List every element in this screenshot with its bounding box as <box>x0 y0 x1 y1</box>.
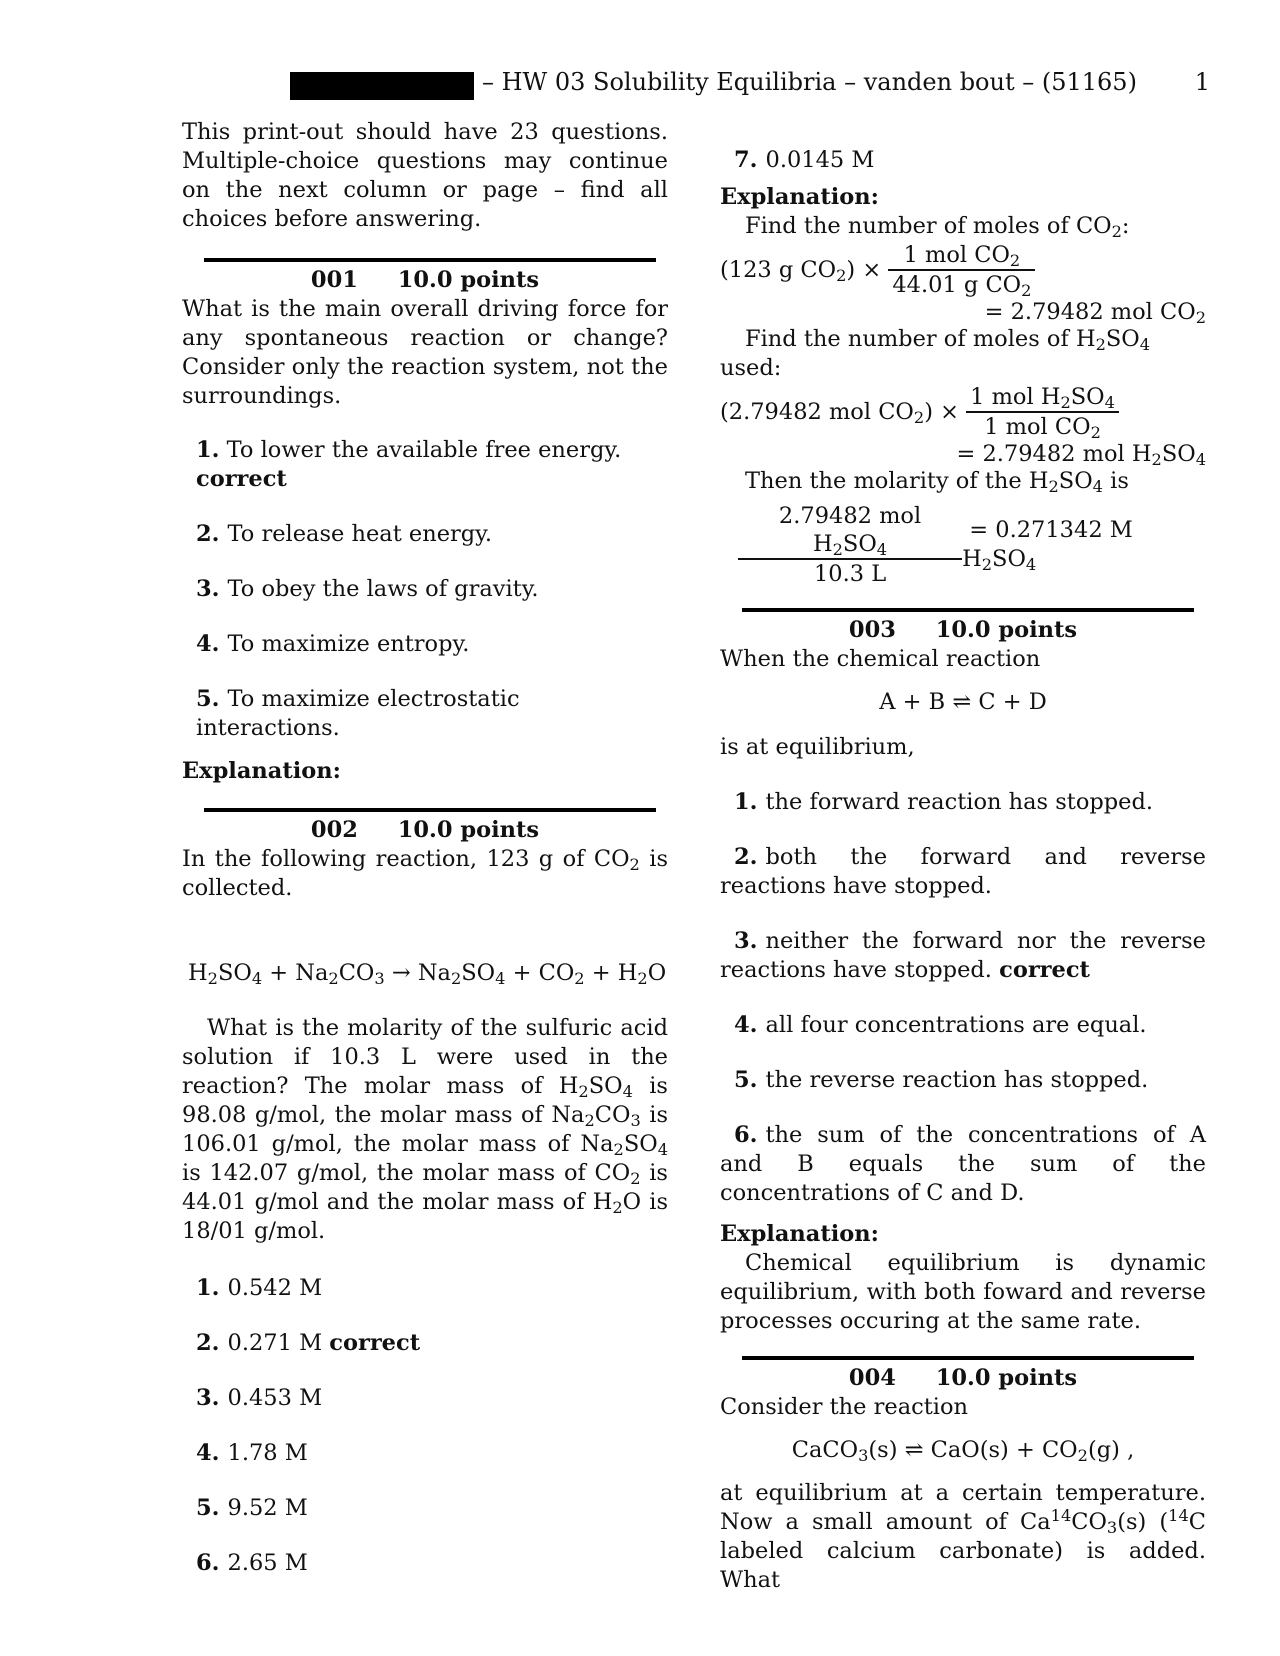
explanation-step: Find the number of moles of $CO_2$: <box>745 213 1130 242</box>
right-column <box>720 146 1206 1595</box>
choice-text: both the forward and reverse reactions have stopped. <box>720 844 1206 899</box>
answer-choice[interactable] <box>182 685 668 743</box>
answer-choice[interactable] <box>182 630 668 659</box>
choice-number: 2. <box>196 521 220 547</box>
question-text-continued: at equilibrium at a certain temperature. Now a small amount of $Ca^{14}CO_3(s)$ ($^{14}$C labeled calcium carbonate) is added. What <box>720 1480 1206 1593</box>
choice-number: 1. <box>196 1275 220 1301</box>
question-number: 003 <box>848 617 896 643</box>
answer-choice[interactable] <box>720 927 1206 985</box>
reaction-equation: $H_2SO_4 + Na_2CO_3 \to Na_2SO_4 + CO_2 + H_2O$ <box>188 960 667 989</box>
choice-text: To lower the available free energy. <box>226 437 622 463</box>
choice-number: 1. <box>734 789 758 815</box>
choice-number: 5. <box>196 1495 220 1521</box>
choice-text: 0.542 M <box>227 1275 323 1301</box>
question-header-004 <box>720 1364 1206 1393</box>
choice-text: To maximize electrostatic interactions. <box>196 686 520 741</box>
choice-text: 0.0145 M <box>765 147 875 173</box>
question-text: In the following reaction, 123 g of $CO_2$ is collected. <box>182 846 668 901</box>
choice-text: To release heat energy. <box>227 521 493 547</box>
reaction-equation: A + B ⇌ C + D <box>879 689 1047 715</box>
answer-choice[interactable] <box>182 520 668 549</box>
answer-choice[interactable] <box>182 1274 668 1303</box>
text-part: = 2.79482 mol H <box>956 441 1152 467</box>
question-header-002 <box>182 816 668 845</box>
calc-step-1: (123 g $CO_2$) × $\frac{1 mol CO_2}{44.01 g CO_2}$ <box>720 241 1206 299</box>
choice-number: 1. <box>196 437 220 463</box>
reaction-equation: CaCO$_3$(s) ⇌ $CaO(s) + CO_2(g)$ , <box>791 1437 1135 1466</box>
choice-text: the reverse reaction has stopped. <box>765 1067 1149 1093</box>
explanation-label: Explanation: <box>720 184 879 210</box>
calc-step-3: $\frac{2.79482 mol H_2SO_4}{10.3 L}$ = 0.271342 M $H_2SO_4$ <box>720 502 1206 588</box>
choice-text: To maximize entropy. <box>227 631 470 657</box>
choice-number: 3. <box>196 576 220 602</box>
correct-mark: correct <box>999 957 1090 983</box>
question-header-003 <box>720 616 1206 645</box>
page-number: 1 <box>1194 68 1210 96</box>
explanation-step: Then the molarity of the $H_2SO_4$ is <box>745 468 1129 497</box>
question-divider <box>204 258 656 262</box>
choice-number: 3. <box>734 928 758 954</box>
choice-number: 4. <box>196 631 220 657</box>
explanation-label: Explanation: <box>720 1221 879 1247</box>
choice-number: 6. <box>196 1550 220 1576</box>
answer-choice[interactable] <box>720 146 1206 175</box>
question-divider <box>204 808 656 812</box>
choice-text: 1.78 M <box>227 1440 308 1466</box>
question-divider <box>742 608 1194 612</box>
calc-result-1: = 2.79482 mol $CO_2$ <box>984 299 1206 328</box>
question-number: 002 <box>310 817 358 843</box>
answer-choice[interactable] <box>182 1494 668 1523</box>
question-points: 10.0 points <box>397 817 540 843</box>
choice-text: the forward reaction has stopped. <box>765 789 1154 815</box>
header-title: – HW 03 Solubility Equilibria – vanden bout – (51165) <box>482 68 1137 96</box>
question-text: is at equilibrium, <box>720 734 915 760</box>
answer-choice[interactable] <box>182 1549 668 1578</box>
explanation-label: Explanation: <box>182 758 341 784</box>
question-text: Consider the reaction <box>720 1394 968 1420</box>
question-number: 004 <box>848 1365 896 1391</box>
text-part: What <box>720 1567 781 1593</box>
question-header-001 <box>182 266 668 295</box>
calc-result-2: = 2.79482 mol $H_2SO_4$ <box>956 441 1206 470</box>
question-points: 10.0 points <box>935 1365 1078 1391</box>
text-part: Then the molarity of the H <box>745 468 1049 494</box>
text-part: In the following reaction, 123 g of CO <box>182 846 630 872</box>
choice-text: all four concentrations are equal. <box>765 1012 1147 1038</box>
choice-number: 5. <box>734 1067 758 1093</box>
explanation-text: Chemical equilibrium is dynamic equilibrium, with both foward and reverse processes occuring at the same rate. <box>720 1250 1206 1334</box>
correct-mark: correct <box>196 466 287 492</box>
intro-text: This print-out should have 23 questions. Multiple-choice questions may continue on the next column or page – find all choices before answering. <box>182 119 668 232</box>
answer-choice[interactable] <box>182 1329 668 1358</box>
choice-number: 2. <box>734 844 758 870</box>
text-part: is collected. <box>182 846 668 901</box>
redacted-name-block <box>290 72 474 100</box>
choice-number: 2. <box>196 1330 220 1356</box>
choice-number: 5. <box>196 686 220 712</box>
text-part: Find the number of moles of H <box>745 326 1096 352</box>
text-part: = 0.271342 M H <box>962 517 1133 572</box>
choice-text: 0.271 M <box>227 1330 323 1356</box>
answer-choice[interactable] <box>182 575 668 604</box>
answer-choice[interactable] <box>720 1121 1206 1208</box>
choice-number: 7. <box>734 147 758 173</box>
question-text-continued: What is the molarity of the sulfuric acid solution if 10.3 L were used in the reaction? The molar mass of $H_2SO_4$ is 98.08 g/mol, the molar mass of $Na_2CO_3$ is 106.01 g/mol, the molar mass of $Na_2SO_4$ is 142.07 g/mol, the molar mass of $CO_2$ is 44.01 g/mol and the molar mass of $H_2O$ is 18/01 g/mol. <box>182 1015 669 1244</box>
answer-choice[interactable] <box>720 843 1206 901</box>
choice-number: 3. <box>196 1385 220 1411</box>
choice-number: 6. <box>734 1122 758 1148</box>
page-header <box>290 68 1210 102</box>
text-part: Find the number of moles of CO <box>745 213 1112 239</box>
choice-text: To obey the laws of gravity. <box>227 576 539 602</box>
choice-text: 9.52 M <box>227 1495 308 1521</box>
choice-text: 2.65 M <box>227 1550 308 1576</box>
answer-choice[interactable] <box>720 1066 1206 1095</box>
question-points: 10.0 points <box>397 267 540 293</box>
answer-choice[interactable] <box>720 1011 1206 1040</box>
question-divider <box>742 1356 1194 1360</box>
text-part: = 2.79482 mol CO <box>984 299 1196 325</box>
calc-step-2: (2.79482 mol $CO_2$) × $\frac{1 mol H_2SO_4}{1 mol CO_2}$ <box>720 383 1206 441</box>
answer-choice[interactable] <box>720 788 1206 817</box>
answer-choice[interactable] <box>182 1439 668 1468</box>
choice-number: 4. <box>196 1440 220 1466</box>
choice-text: neither the forward nor the reverse reactions have stopped. <box>720 928 1206 983</box>
answer-choice[interactable] <box>182 436 668 494</box>
question-points: 10.0 points <box>935 617 1078 643</box>
choice-number: 4. <box>734 1012 758 1038</box>
choice-text: the sum of the concentrations of A and B equals the sum of the concentrations of C and D. <box>720 1122 1206 1206</box>
question-text: What is the main overall driving force for any spontaneous reaction or change? Consider only the reaction system, not the surroundings. <box>182 296 668 409</box>
question-number: 001 <box>310 267 358 293</box>
question-text: When the chemical reaction <box>720 646 1041 672</box>
explanation-step: Find the number of moles of $H_2SO_4$ used: <box>720 326 1151 381</box>
answer-choice[interactable] <box>182 1384 668 1413</box>
correct-mark: correct <box>329 1330 421 1356</box>
left-column <box>182 118 668 1578</box>
choice-text: 0.453 M <box>227 1385 323 1411</box>
